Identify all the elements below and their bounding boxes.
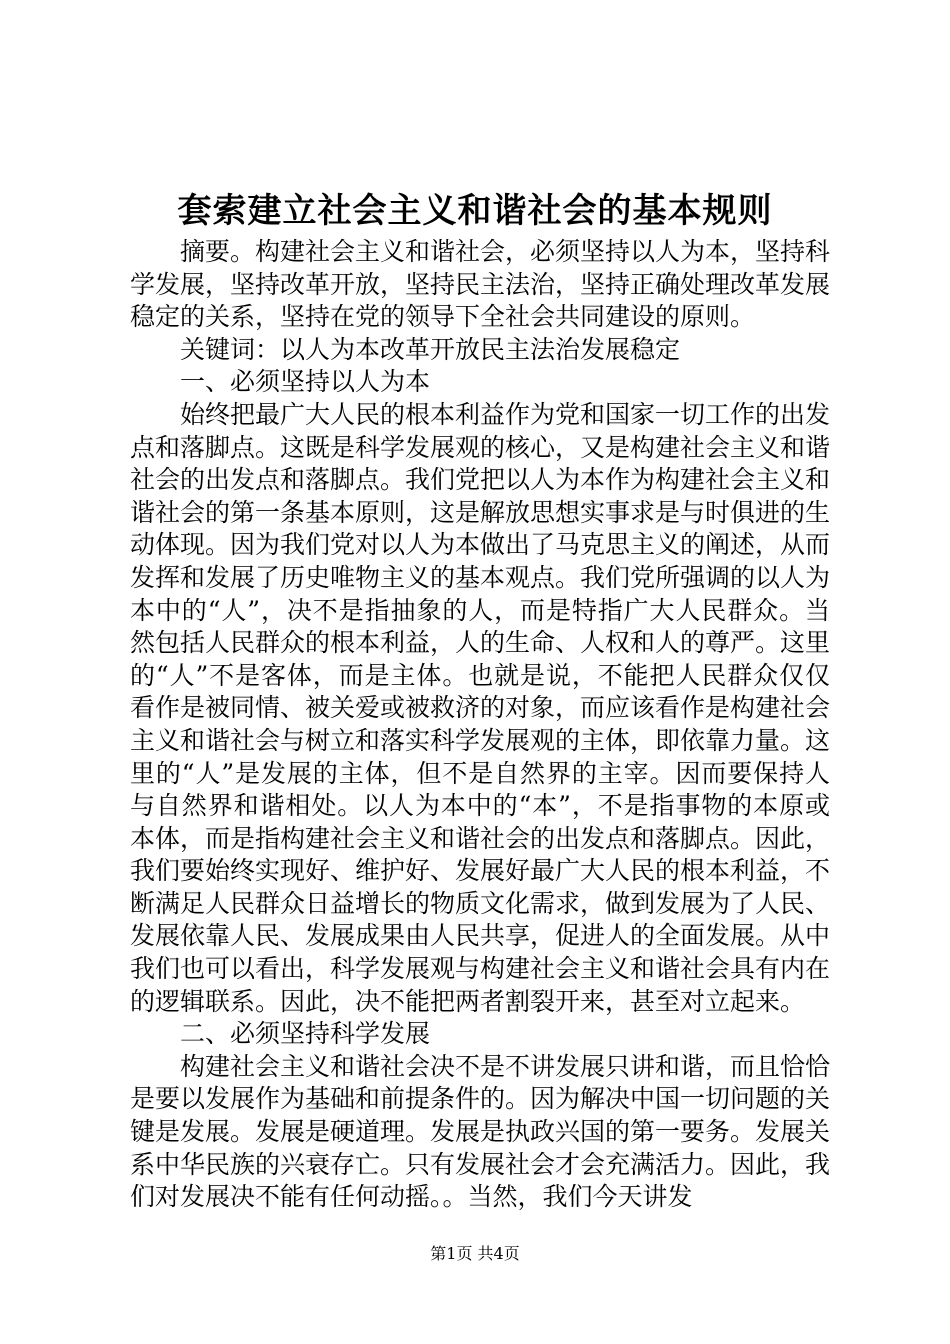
document-title: 套索建立社会主义和谐社会的基本规则 <box>177 191 773 231</box>
abstract-paragraph: 摘要。构建社会主义和谐社会，必须坚持以人为本，坚持科学发展，坚持改革开放，坚持民主法治，坚持正确处理改革发展稳定的关系，坚持在党的领导下全社会共同建设的原则。 <box>130 237 831 332</box>
section-heading-2: 二、必须坚持科学发展 <box>180 1019 431 1049</box>
document-body <box>130 236 830 1214</box>
body-paragraph-1: 始终把最广大人民的根本利益作为党和国家一切工作的出发点和落脚点。这既是科学发展观的核心，又是构建社会主义和谐社会的出发点和落脚点。我们党把以人为本作为构建社会主义和谐社会的第一条基本原则，这是解放思想实事求是与时俱进的生动体现。因为我们党对以人为本做出了马克思主义的阐述，从而发挥和发展了历史唯物主义的基本观点。我们党所强调的以人为本中的“人”，决不是指抽象的人，而是特指广大人民群众。当然包括人民群众的根本利益，人的生命、人权和人的尊严。这里的“人”不是客体，而是主体。也就是说，不能把人民群众仅仅看作是被同情、被关爱或被救济的对象，而应该看作是构建社会主义和谐社会与树立和落实科学发展观的主体，即依靠力量。这里的“人”是发展的主体，但不是自然界的主宰。因而要保持人与自然界和谐相处。以人为本中的“本”，不是指事物的本原或本体，而是指构建社会主义和谐社会的出发点和落脚点。因此，我们要始终实现好、维护好、发展好最广大人民的根本利益，不断满足人民群众日益增长的物质文化需求，做到发展为了人民、发展依靠人民、发展成果由人民共享，促进人的全面发展。从中我们也可以看出，科学发展观与构建社会主义和谐社会具有内在的逻辑联系。因此，决不能把两者割裂开来，甚至对立起来。 <box>130 399 831 1016</box>
keywords-paragraph: 关键词：以人为本改革开放民主法治发展稳定 <box>180 334 681 364</box>
page-number: 第1页 共4页 <box>430 1244 520 1263</box>
section-heading-1: 一、必须坚持以人为本 <box>180 367 431 397</box>
body-paragraph-2: 构建社会主义和谐社会决不是不讲发展只讲和谐，而且恰恰是要以发展作为基础和前提条件的。因为解决中国一切问题的关键是发展。发展是硬道理。发展是执政兴国的第一要务。发展关系中华民族的兴衰存亡。只有发展社会才会充满活力。因此，我们对发展决不能有任何动摇。。当然，我们今天讲发 <box>130 1051 831 1212</box>
